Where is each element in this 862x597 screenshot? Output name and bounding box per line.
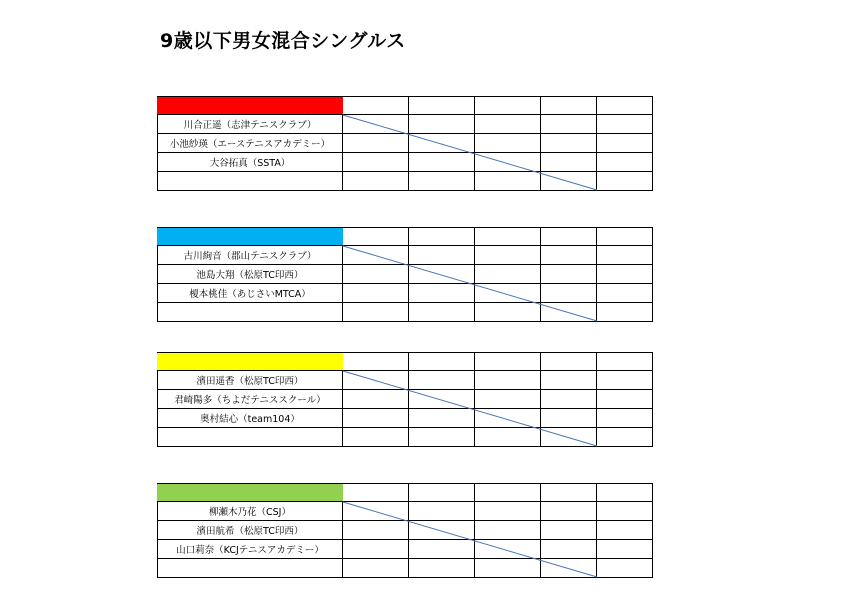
result-cell-divider bbox=[408, 303, 409, 321]
player-name: 池島大翔（松原TC印西） bbox=[157, 265, 343, 283]
result-cell-divider bbox=[540, 228, 541, 245]
result-cell-divider bbox=[596, 134, 597, 152]
player-row bbox=[157, 134, 653, 153]
result-cell-divider bbox=[596, 284, 597, 302]
result-cell-divider bbox=[540, 265, 541, 283]
result-cell-divider bbox=[596, 153, 597, 171]
result-cell-divider bbox=[474, 228, 475, 245]
player-name: 濱田航希（松原TC印西） bbox=[157, 521, 343, 539]
header-row bbox=[157, 483, 653, 502]
player-row bbox=[157, 153, 653, 172]
result-cell-divider bbox=[408, 371, 409, 389]
result-cell-divider bbox=[408, 502, 409, 520]
result-cell-divider bbox=[596, 265, 597, 283]
result-cell-divider bbox=[408, 390, 409, 408]
table-right-border bbox=[652, 559, 653, 577]
result-cell-divider bbox=[474, 353, 475, 370]
player-name: 川合正遥（志津テニスクラブ） bbox=[157, 115, 343, 133]
result-cell-divider bbox=[540, 246, 541, 264]
player-name: 奥村結心（team104） bbox=[157, 409, 343, 427]
table-right-border bbox=[652, 246, 653, 264]
result-cell-divider bbox=[408, 172, 409, 190]
result-cell-divider bbox=[474, 97, 475, 114]
result-cell-divider bbox=[540, 371, 541, 389]
result-cell-divider bbox=[596, 115, 597, 133]
result-cell-divider bbox=[474, 559, 475, 577]
player-row bbox=[157, 115, 653, 134]
result-cell-divider bbox=[408, 353, 409, 370]
player-name: 濱田遥香（松原TC印西） bbox=[157, 371, 343, 389]
table-right-border bbox=[652, 265, 653, 283]
result-cell-divider bbox=[474, 502, 475, 520]
result-cell-divider bbox=[596, 409, 597, 427]
table-right-border bbox=[652, 540, 653, 558]
result-cell-divider bbox=[474, 371, 475, 389]
table-right-border bbox=[652, 303, 653, 321]
result-cell-divider bbox=[540, 559, 541, 577]
result-cell-divider bbox=[474, 115, 475, 133]
result-cell-divider bbox=[474, 409, 475, 427]
result-cell-divider bbox=[474, 134, 475, 152]
result-cell-divider bbox=[596, 228, 597, 245]
table-right-border bbox=[652, 353, 653, 370]
group-color-swatch bbox=[157, 484, 343, 501]
table-right-border bbox=[652, 153, 653, 171]
result-cell-divider bbox=[408, 97, 409, 114]
result-cell-divider bbox=[408, 115, 409, 133]
result-cell-divider bbox=[540, 303, 541, 321]
result-cell-divider bbox=[408, 559, 409, 577]
league-group-4 bbox=[157, 483, 653, 578]
player-row bbox=[157, 428, 653, 447]
result-cell-divider bbox=[540, 172, 541, 190]
result-cell-divider bbox=[474, 172, 475, 190]
page-title: 9歳以下男女混合シングルス bbox=[160, 30, 406, 52]
result-cell-divider bbox=[596, 390, 597, 408]
result-cell-divider bbox=[540, 115, 541, 133]
player-row bbox=[157, 172, 653, 191]
result-cell-divider bbox=[596, 371, 597, 389]
player-row bbox=[157, 246, 653, 265]
result-cell-divider bbox=[408, 246, 409, 264]
player-row bbox=[157, 265, 653, 284]
result-cell-divider bbox=[474, 284, 475, 302]
table-right-border bbox=[652, 484, 653, 501]
result-cell-divider bbox=[408, 228, 409, 245]
player-row bbox=[157, 502, 653, 521]
result-cell-divider bbox=[474, 303, 475, 321]
result-cell-divider bbox=[474, 521, 475, 539]
league-group-2 bbox=[157, 227, 653, 322]
result-cell-divider bbox=[408, 428, 409, 446]
result-cell-divider bbox=[596, 484, 597, 501]
result-cell-divider bbox=[540, 502, 541, 520]
result-cell-divider bbox=[540, 134, 541, 152]
table-right-border bbox=[652, 172, 653, 190]
player-name: 小池紗瑛（エーステニスアカデミー） bbox=[157, 134, 343, 152]
player-row bbox=[157, 559, 653, 578]
result-cell-divider bbox=[408, 284, 409, 302]
result-cell-divider bbox=[596, 559, 597, 577]
result-cell-divider bbox=[596, 428, 597, 446]
group-color-swatch bbox=[157, 353, 343, 370]
player-name bbox=[157, 559, 343, 577]
table-right-border bbox=[652, 284, 653, 302]
table-right-border bbox=[652, 409, 653, 427]
table-right-border bbox=[652, 371, 653, 389]
result-cell-divider bbox=[540, 484, 541, 501]
player-name: 柳瀬木乃花（CSJ） bbox=[157, 502, 343, 520]
table-right-border bbox=[652, 115, 653, 133]
result-cell-divider bbox=[540, 284, 541, 302]
result-cell-divider bbox=[408, 153, 409, 171]
table-right-border bbox=[652, 390, 653, 408]
result-cell-divider bbox=[596, 303, 597, 321]
league-group-1 bbox=[157, 96, 653, 191]
result-cell-divider bbox=[408, 265, 409, 283]
result-cell-divider bbox=[408, 409, 409, 427]
result-cell-divider bbox=[474, 265, 475, 283]
player-name: 榎本桃佳（あじさいMTCA） bbox=[157, 284, 343, 302]
header-row bbox=[157, 96, 653, 115]
table-right-border bbox=[652, 228, 653, 245]
table-right-border bbox=[652, 134, 653, 152]
result-cell-divider bbox=[474, 246, 475, 264]
result-cell-divider bbox=[596, 246, 597, 264]
table-right-border bbox=[652, 428, 653, 446]
player-row bbox=[157, 303, 653, 322]
result-cell-divider bbox=[474, 428, 475, 446]
result-cell-divider bbox=[596, 502, 597, 520]
table-right-border bbox=[652, 521, 653, 539]
group-color-swatch bbox=[157, 228, 343, 245]
result-cell-divider bbox=[408, 134, 409, 152]
result-cell-divider bbox=[474, 390, 475, 408]
header-row bbox=[157, 227, 653, 246]
player-name: 古川絢音（郡山テニスクラブ） bbox=[157, 246, 343, 264]
result-cell-divider bbox=[474, 484, 475, 501]
player-row bbox=[157, 540, 653, 559]
player-name: 山口莉奈（KCJテニスアカデミー） bbox=[157, 540, 343, 558]
player-name bbox=[157, 303, 343, 321]
table-right-border bbox=[652, 97, 653, 114]
result-cell-divider bbox=[596, 353, 597, 370]
player-name bbox=[157, 172, 343, 190]
player-row bbox=[157, 521, 653, 540]
result-cell-divider bbox=[540, 97, 541, 114]
result-cell-divider bbox=[408, 540, 409, 558]
result-cell-divider bbox=[540, 521, 541, 539]
league-group-3 bbox=[157, 352, 653, 447]
player-name bbox=[157, 428, 343, 446]
result-cell-divider bbox=[474, 153, 475, 171]
result-cell-divider bbox=[540, 540, 541, 558]
result-cell-divider bbox=[540, 353, 541, 370]
player-row bbox=[157, 284, 653, 303]
player-row bbox=[157, 409, 653, 428]
result-cell-divider bbox=[474, 540, 475, 558]
result-cell-divider bbox=[540, 153, 541, 171]
result-cell-divider bbox=[408, 484, 409, 501]
result-cell-divider bbox=[540, 409, 541, 427]
player-name: 君崎陽多（ちよだテニススクール） bbox=[157, 390, 343, 408]
result-cell-divider bbox=[596, 521, 597, 539]
group-color-swatch bbox=[157, 97, 343, 114]
result-cell-divider bbox=[540, 428, 541, 446]
player-name: 大谷拓真（SSTA） bbox=[157, 153, 343, 171]
result-cell-divider bbox=[540, 390, 541, 408]
player-row bbox=[157, 371, 653, 390]
result-cell-divider bbox=[596, 540, 597, 558]
result-cell-divider bbox=[596, 172, 597, 190]
header-row bbox=[157, 352, 653, 371]
result-cell-divider bbox=[596, 97, 597, 114]
player-row bbox=[157, 390, 653, 409]
result-cell-divider bbox=[408, 521, 409, 539]
table-right-border bbox=[652, 502, 653, 520]
